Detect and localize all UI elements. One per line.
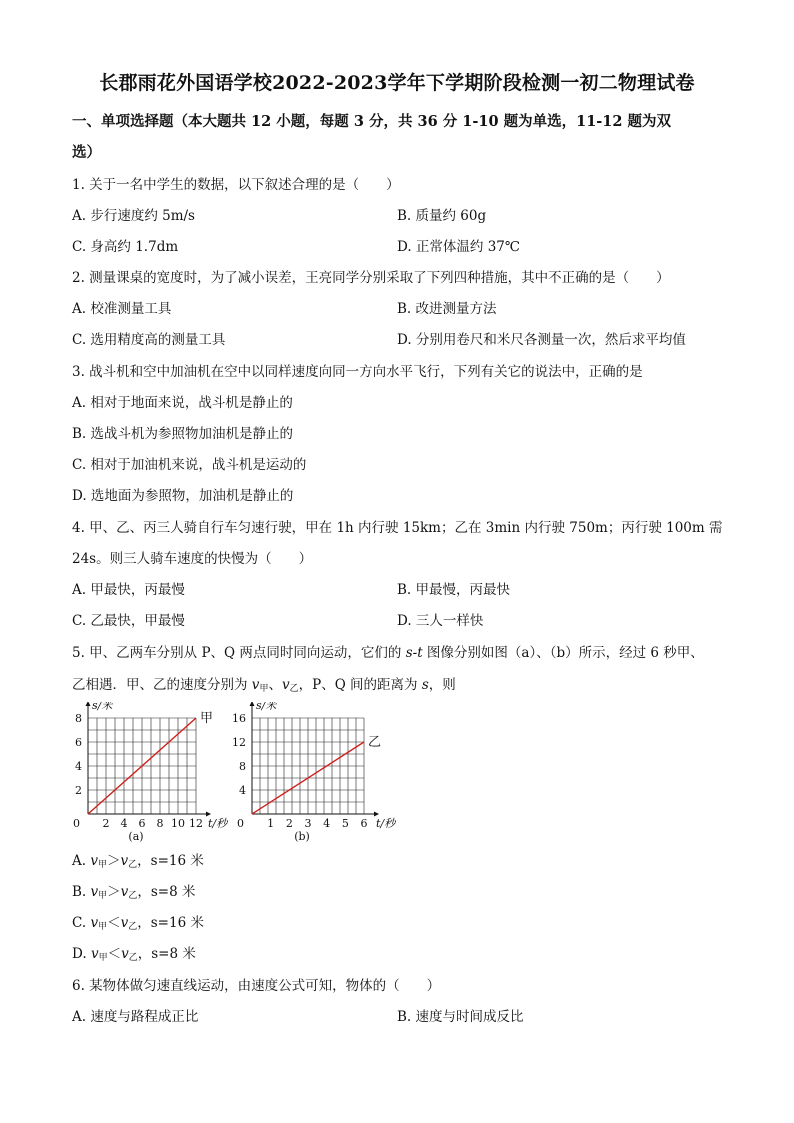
q3-option-c: C. 相对于加油机来说，战斗机是运动的 [72,457,307,473]
subscript-jia: 甲 [98,891,108,901]
subscript-yi: 乙 [128,922,138,932]
y-tick-label: 2 [75,784,82,797]
q5-text: 、 [268,677,282,693]
x-tick-label: 8 [156,817,164,830]
y-axis-arrow-icon [86,702,91,706]
origin-label: 0 [237,817,244,830]
q5-option-b [72,880,195,901]
question-3-stem: 3. 战斗机和空中加油机在空中以同样速度向同一方向水平飞行，下列有关它的说法中，正确的是 [72,364,643,380]
x-axis-arrow-icon [374,812,379,817]
subscript-yi: 乙 [128,953,138,963]
question-4-stem: 4. 甲、乙、丙三人骑自行车匀速行驶，甲在 1h 内行驶 15km；乙在 3min 内行驶 750m；丙行驶 100m 需 [72,520,723,536]
option-rest: ，s=16 米 [137,853,204,869]
y-tick-label: 4 [239,784,246,797]
y-tick-label: 6 [75,736,82,749]
v-symbol: v [90,853,98,869]
q5-text: ，则 [428,677,456,693]
v-symbol: v [120,853,129,869]
question-5-stem [72,641,704,661]
x-tick-label: 4 [323,817,331,830]
y-tick-label: 8 [239,760,246,773]
relation-symbol: ＞ [107,884,121,900]
v-symbol: v [251,677,260,693]
x-tick-label: 1 [267,817,275,830]
q4-option-c: C. 乙最快，甲最慢 [72,613,185,629]
section-heading-cont: 选） [72,144,101,161]
question-6-stem: 6. 某物体做匀速直线运动，由速度公式可知，物体的（ ） [72,978,441,994]
x-tick-label: 10 [171,817,185,830]
option-letter: C. [72,915,91,931]
relation-symbol: ＜ [107,915,121,931]
q5-option-c [72,911,204,932]
v-symbol: v [120,884,129,900]
y-axis-label: s/米 [256,702,277,712]
figure-caption: (b) [294,830,310,842]
q5-option-a [72,849,204,870]
q4-option-b: B. 甲最慢，丙最快 [397,582,511,598]
q6-option-b: B. 速度与时间成反比 [397,1009,524,1025]
q3-option-b: B. 选战斗机为参照物加油机是静止的 [72,426,294,442]
q5-option-d [72,942,196,963]
q6-option-a: A. 速度与路程成正比 [72,1009,199,1025]
option-rest: ，s=8 米 [137,946,196,962]
q1-option-c: C. 身高约 1.7dm [72,239,179,255]
subscript-jia: 甲 [259,684,269,694]
x-tick-label: 6 [138,817,146,830]
q2-option-c: C. 选用精度高的测量工具 [72,332,226,348]
q2-option-d: D. 分别用卷尺和米尺各测量一次，然后求平均值 [397,332,686,348]
y-tick-label: 12 [232,736,246,749]
subscript-yi: 乙 [289,684,299,694]
q5-text: 乙相遇．甲、乙的速度分别为 [72,677,252,693]
v-symbol: v [90,915,99,931]
x-tick-label: 4 [120,817,128,830]
y-axis-arrow-icon [250,702,255,706]
q5-st-symbol: s-t [405,645,423,661]
relation-symbol: ＞ [107,853,121,869]
q5-text: 图像分别如图（a）、（b）所示，经过 6 秒甲、 [422,645,704,661]
question-2-stem: 2. 测量课桌的宽度时，为了减小误差，王亮同学分别采取了下列四种措施，其中不正确的是（ ） [72,270,670,286]
x-axis-label: t/秒 [376,817,396,830]
subscript-jia: 甲 [98,953,108,963]
st-graphs [60,702,420,842]
option-letter: A. [72,853,91,869]
question-1-stem: 1. 关于一名中学生的数据，以下叙述合理的是（ ） [72,177,400,193]
v-symbol: v [121,946,129,962]
x-axis-arrow-icon [206,812,211,817]
v-symbol: v [120,915,129,931]
subscript-yi: 乙 [128,860,138,870]
x-tick-label: 6 [360,817,368,830]
y-axis-label: s/米 [92,702,113,712]
q4-option-a: A. 甲最快，丙最慢 [72,582,185,598]
x-tick-label: 5 [341,817,349,830]
y-tick-label: 8 [75,712,82,725]
q1-option-b: B. 质量约 60g [397,208,487,224]
relation-symbol: ＜ [107,946,122,962]
option-letter: D. [72,946,91,962]
y-tick-label: 4 [75,760,82,773]
x-tick-label: 2 [285,817,293,830]
series-label: 甲 [200,711,214,726]
v-symbol: v [90,946,99,962]
q3-option-d: D. 选地面为参照物，加油机是静止的 [72,488,294,504]
figure-caption: (a) [128,830,144,842]
q3-option-a: A. 相对于地面来说，战斗机是静止的 [72,395,293,411]
s-symbol: s [421,677,429,693]
section-heading: 一、单项选择题（本大题共 12 小题，每题 3 分，共 36 分 1-10 题为单选，11-12 题为双 [72,113,672,130]
question-4-stem-cont: 24s。则三人骑车速度的快慢为（ ） [72,551,313,567]
y-tick-label: 16 [232,712,246,725]
x-tick-label: 2 [102,817,110,830]
q2-option-b: B. 改进测量方法 [397,301,497,317]
exam-title: 长郡雨花外国语学校2022-2023学年下学期阶段检测一初二物理试卷 [99,72,695,94]
option-rest: ，s=16 米 [137,915,204,931]
q5-text: ，P、Q 间的距离为 [298,677,422,693]
subscript-jia: 甲 [98,922,108,932]
series-label: 乙 [368,735,382,750]
q1-option-d: D. 正常体温约 37℃ [397,239,520,255]
question-5-stem-cont [72,673,456,694]
q5-text: 5. 甲、乙两车分别从 P、Q 两点同时同向运动，它们的 [72,645,406,661]
x-tick-label: 12 [189,817,203,830]
x-tick-label: 3 [304,817,312,830]
x-axis-label: t/秒 [208,817,228,830]
v-symbol: v [90,884,99,900]
q1-option-a: A. 步行速度约 5m/s [72,208,195,224]
origin-label: 0 [73,817,80,830]
option-rest: ，s=8 米 [137,884,196,900]
option-letter: B. [72,884,91,900]
q5-figures [60,702,420,842]
v-symbol: v [281,677,290,693]
subscript-yi: 乙 [128,891,138,901]
subscript-jia: 甲 [97,860,107,870]
q2-option-a: A. 校准测量工具 [72,301,172,317]
q4-option-d: D. 三人一样快 [397,613,484,629]
